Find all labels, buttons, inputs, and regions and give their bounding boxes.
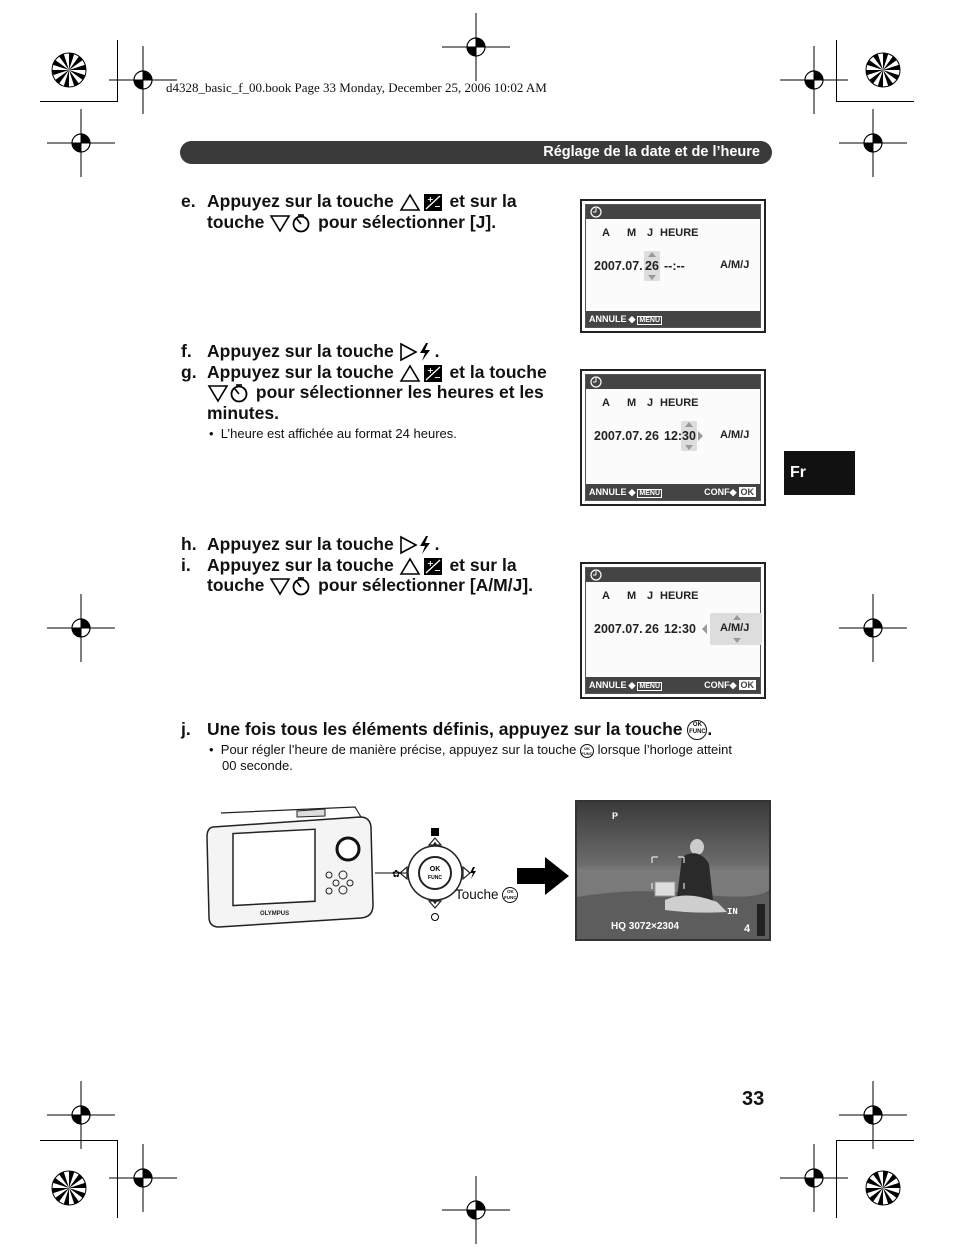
col-day: J <box>647 227 654 239</box>
cancel-label: ANNULE <box>589 487 627 497</box>
step-text: Appuyez sur la touche <box>207 362 394 382</box>
right-arrow-icon <box>515 855 571 897</box>
pad-func-text: FUNC <box>428 875 442 881</box>
date-prefix: 2007.07. <box>594 259 643 273</box>
day-value: 26 <box>645 622 659 636</box>
clock-icon <box>589 568 603 582</box>
confirm-label: CONF <box>704 487 730 497</box>
step-label: i. <box>181 555 191 575</box>
confirm-label: CONF <box>704 680 730 690</box>
step-h: h. Appuyez sur la touche . <box>181 534 440 554</box>
ok-func-icon: OK FUNC <box>502 887 518 903</box>
camera-screen-order: A M J HEURE 2007.07. 26 12: 30 A/M/J ANNULE ◆ MENU CONF◆ OK <box>580 562 766 699</box>
svg-text:+: + <box>426 366 434 376</box>
cancel-label: ANNULE <box>589 680 627 690</box>
svg-text:−: − <box>433 373 441 383</box>
ok-button-label: OK <box>740 680 754 690</box>
photo-scene <box>577 802 769 939</box>
step-text: Appuyez sur la touche <box>207 534 394 554</box>
right-flash-icon <box>399 535 435 555</box>
section-title-bar: Réglage de la date et de l’heure <box>180 141 772 164</box>
svg-text:−: − <box>433 202 441 212</box>
down-selftimer-icon <box>269 576 313 596</box>
col-month: M <box>627 227 637 239</box>
step-g <box>181 362 581 426</box>
touche-text: Touche <box>455 887 499 902</box>
day-value: 26 <box>645 259 659 273</box>
note-text: lorsque l’horloge atteint <box>597 742 732 757</box>
date-prefix: 2007.07. <box>594 429 643 443</box>
step-text: Appuyez sur la touche <box>207 555 394 575</box>
step-text: minutes. <box>207 403 279 423</box>
camera-back-illustration <box>205 805 375 930</box>
note-precise: • Pour régler l’heure de manière précise, appuyez sur la touche OK FUNC lorsque l’horloge atteint 00 seconde. <box>209 742 769 774</box>
col-hour: HEURE <box>660 227 699 239</box>
col-year: A <box>602 397 610 409</box>
time-blank: --:-- <box>664 259 685 273</box>
up-exposure-icon <box>399 363 445 383</box>
note-text: Pour régler l’heure de manière précise, appuyez sur la touche <box>220 742 577 757</box>
step-i <box>181 555 581 599</box>
up-exposure-icon <box>399 556 445 576</box>
svg-text:−: − <box>433 566 441 576</box>
language-tab: Fr <box>784 451 855 495</box>
date-order: A/M/J <box>720 622 750 634</box>
col-hour: HEURE <box>660 397 699 409</box>
step-label: j. <box>181 719 191 739</box>
date-prefix: 2007.07. <box>594 622 643 636</box>
step-text: et sur la <box>449 191 517 211</box>
step-text: pour sélectionner les heures et les <box>255 382 544 402</box>
camera-preview-photo <box>575 800 771 941</box>
note-text: 00 seconde. <box>222 758 293 773</box>
col-day: J <box>647 397 654 409</box>
col-month: M <box>627 397 637 409</box>
note-text: L’heure est affichée au format 24 heures. <box>220 426 457 441</box>
minutes-value: 30 <box>682 429 696 443</box>
step-text: pour sélectionner [A/M/J]. <box>318 575 534 595</box>
step-text: touche <box>207 212 265 232</box>
svg-text:✿: ✿ <box>392 869 401 880</box>
right-flash-icon <box>399 342 435 362</box>
cancel-label: ANNULE <box>589 314 627 324</box>
step-j: j. Une fois tous les éléments définis, appuyez sur la touche OK FUNC. <box>181 719 713 739</box>
hour-value: 12: <box>664 622 683 636</box>
step-text: Appuyez sur la touche <box>207 341 394 361</box>
touche-label <box>455 887 518 903</box>
ok-button-label: OK <box>740 487 754 497</box>
svg-text:+: + <box>426 195 434 205</box>
menu-button-label: MENU <box>639 317 661 324</box>
ok-func-icon: OK FUNC <box>687 720 707 740</box>
note-24h: • L’heure est affichée au format 24 heures. <box>209 426 457 441</box>
step-text: Appuyez sur la touche <box>207 191 394 211</box>
camera-screen-day: A M J HEURE 2007.07. 26 --:-- A/M/J ANNULE ◆ MENU <box>580 199 766 333</box>
step-text: et la touche <box>449 362 547 382</box>
col-year: A <box>602 590 610 602</box>
step-e <box>181 191 581 235</box>
clock-icon <box>589 205 603 219</box>
brand-logo: OLYMPUS <box>260 911 290 917</box>
date-order: A/M/J <box>720 259 750 271</box>
step-f: f. Appuyez sur la touche . <box>181 341 440 361</box>
up-exposure-icon <box>399 192 445 212</box>
step-text: pour sélectionner [J]. <box>318 212 497 232</box>
svg-text:+: + <box>426 559 434 569</box>
step-text: Une fois tous les éléments définis, appuyez sur la touche <box>207 719 683 739</box>
shots-remaining: 4 <box>744 923 751 935</box>
shooting-mode: P <box>612 811 619 821</box>
page-number: 33 <box>742 1088 765 1110</box>
file-header-line: d4328_basic_f_00.book Page 33 Monday, December 25, 2006 10:02 AM <box>166 80 547 95</box>
arrow-pad-illustration <box>375 795 495 925</box>
col-month: M <box>627 590 637 602</box>
menu-button-label: MENU <box>639 490 661 497</box>
menu-button-label: MENU <box>639 683 661 690</box>
step-text: touche <box>207 575 265 595</box>
step-label: f. <box>181 341 192 361</box>
minutes-value: 30 <box>682 622 696 636</box>
clock-icon <box>589 375 603 389</box>
col-day: J <box>647 590 654 602</box>
step-label: g. <box>181 362 197 382</box>
memory-indicator: IN <box>727 907 738 917</box>
down-selftimer-icon <box>207 383 251 403</box>
down-selftimer-icon <box>269 213 313 233</box>
resolution-readout: HQ 3072×2304 <box>611 921 680 932</box>
date-order: A/M/J <box>720 429 750 441</box>
camera-screen-time: A M J HEURE 2007.07. 26 12: 30 A/M/J ANNULE ◆ MENU CONF◆ OK <box>580 369 766 506</box>
hour-value: 12: <box>664 429 683 443</box>
step-label: h. <box>181 534 197 554</box>
day-value: 26 <box>645 429 659 443</box>
ok-func-icon: OK FUNC <box>581 745 593 756</box>
step-text: et sur la <box>449 555 517 575</box>
pad-ok-text: OK <box>429 866 441 873</box>
col-hour: HEURE <box>660 590 699 602</box>
col-year: A <box>602 227 610 239</box>
step-label: e. <box>181 191 196 211</box>
